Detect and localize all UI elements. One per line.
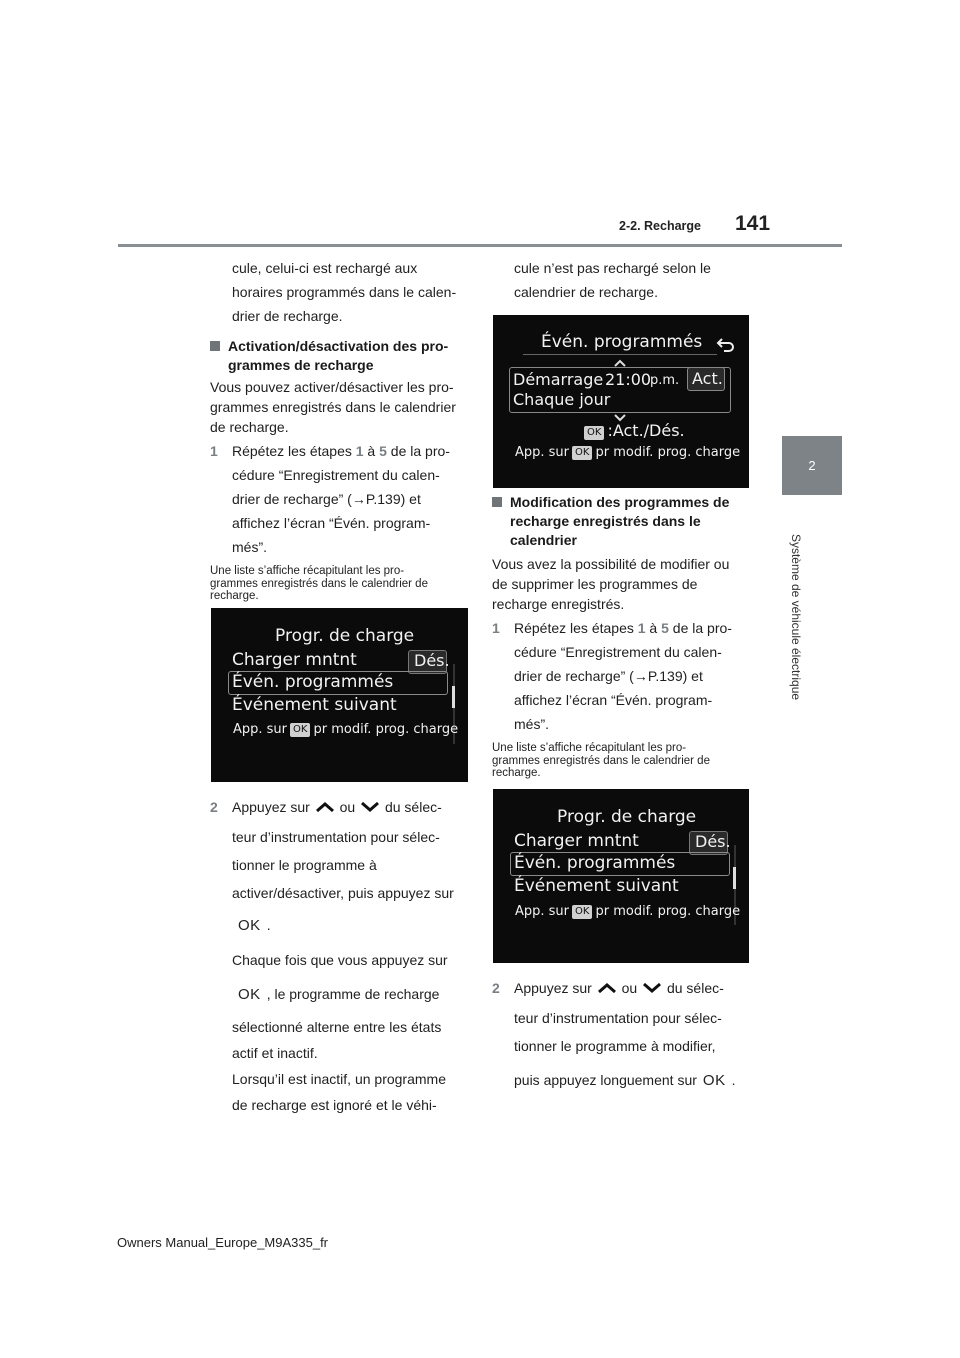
right-step-1: 1 Répétez les étapes 1 à 5 de la pro- cédure “Enregistrement du calen- drier de recharge” (→P.139) et affichez l’écran “Évén. program- més”. [492,620,732,732]
heading-square-icon [492,497,502,507]
left-intro: cule, celui-ci est rechargé aux horaires programmés dans le calen- drier de recharge. [232,260,457,324]
ok-icon: OK [238,917,261,934]
footer-manual-id: Owners Manual_Europe_M9A335_fr [117,1235,329,1250]
left-paragraph: Vous pouvez activer/désactiver les pro- grammes enregistrés dans le calendrier de recharge. [210,379,456,435]
right-heading: Modification des programmes de recharge enregistrés dans le calendrier [492,493,757,550]
back-icon [716,337,736,358]
left-heading: Activation/désactivation des pro- grammes de recharge [210,337,475,375]
header-rule [118,244,842,247]
section-title: 2-2. Recharge [619,219,701,233]
right-step-2: 2 Appuyez sur ou du sélec- teur d’instrumentation pour sélec- tionner le programme à modifier, puis appuyez longuement sur OK . [492,975,762,1094]
right-step-2-block [492,975,762,1094]
left-note: Une liste s’affiche récapitulant les pro- grammes enregistrés dans le calendrier de recharge. [210,565,428,602]
ok-icon: OK [702,1072,726,1089]
heading-square-icon [210,341,220,351]
chevron-down-icon [641,977,663,991]
screen-progr-de-charge-right: Progr. de charge Charger mntnt Dés. Évén. programmés Événement suivant App. sur OK pr modif. prog. charge [493,789,749,963]
right-column-main [492,493,757,780]
screen-progr-de-charge-left: Progr. de charge Charger mntnt Dés. Évén. programmés Événement suivant App. sur OK pr modif. prog. charge [211,608,468,782]
chevron-up-icon [314,796,336,810]
chapter-tab: 2 [782,436,842,495]
left-step-1: 1 Répétez les étapes 1 à 5 de la pro- cédure “Enregistrement du calen- drier de recharge” (→P.139) et affichez l’écran “Évén. program- més”. [210,443,450,555]
chevron-down-icon [359,796,381,810]
chevron-up-icon [596,977,618,991]
left-step-2: 2 Appuyez sur ou du sélec- teur d’instrumentation pour sélec- tionner le programme à activer/désactiver, puis appuyez sur OK . Chaque fois que vous appuyez sur OK , le programme de recharge sélectionné alterne entre les états actif et inactif. Lorsqu’il est inactif, un programme de recharge est ignoré et le véhi- [210,794,480,1118]
ok-icon: OK [238,986,261,1003]
right-note: Une liste s’affiche récapitulant les pro- grammes enregistrés dans le calendrier de recharge. [492,742,710,779]
page-number: 141 [735,212,771,235]
right-column-intro: cule n’est pas rechargé selon le calendrier de recharge. [514,260,711,300]
right-paragraph: Vous avez la possibilité de modifier ou de supprimer les programmes de recharge enregistrés. [492,556,730,612]
left-column [210,256,475,603]
screen-even-programmes: Évén. programmés Démarrage 21:00 p.m. Act. Chaque jour OK :Act./Dés. App. sur OK pr modif. prog. charge [493,315,749,488]
left-step-2-block [210,794,480,1118]
